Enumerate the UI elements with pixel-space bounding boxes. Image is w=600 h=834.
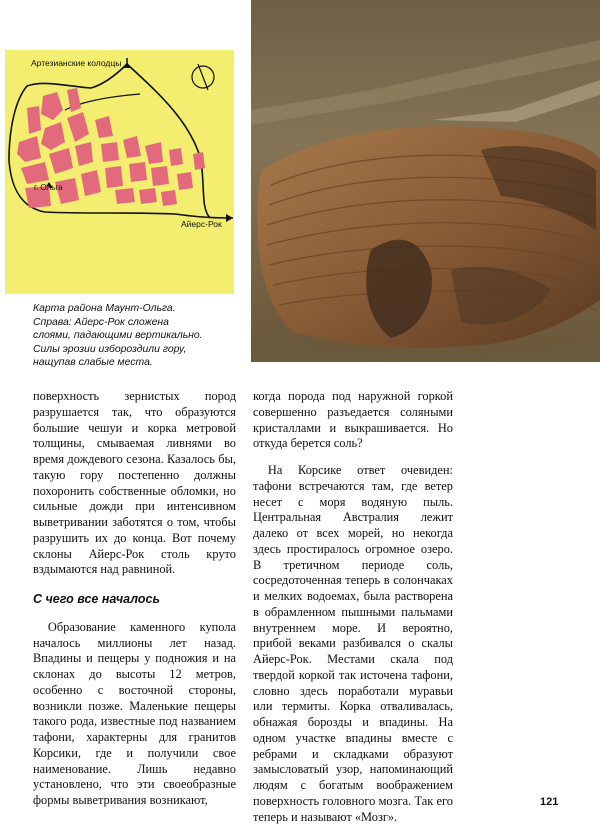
paragraph: поверхность зернистых пород разрушается так, что образуются большие чешуи и корка метровой толщины, смываемая ливнями во время дождевого сезона. Казалось бы, такую гору постепенно должны похоронить собственные обломки, но сильные дожди при интенсивном выветривании заботятся о том, чтобы разрушить их до конца. Вот почему склоны Айерс-Рок столь круто вздымаются над равниной. [33, 389, 236, 577]
map-label-olga: г. Ольга [34, 183, 63, 192]
paragraph: На Корсике ответ очевиден: тафони встречаются там, где ветер несет с моря водяную пыль. Центральная Австралия лежит далеко от всех морей, но некогда здесь простиралось огромное озеро. В третичном периоде соль, сосредоточенная теперь в солончаках и мелких водоемах, была растворена в обрамленном пышными пальмами внутреннем море. И вероятно, прибой веками разбивался о скалы Айерс-Рок. Местами скала под твердой коркой так источена тафони, словно здесь поработали муравьи или термиты. Корка отваливалась, обнажая борозды и впадины. На одном участке впадины вместе с ребрами и складками образуют замысловатый узор, напоминающий людям с богатым воображением поверхность головного мозга. Так его теперь и называют «Мозг». [253, 463, 453, 824]
caption-line: Карта района Маунт-Ольга. [33, 303, 176, 314]
paragraph: когда порода под наружной горкой совершенно разъедается соляными кристаллами и выкрашивается. Но откуда берется соль? [253, 389, 453, 451]
article-column-left [33, 389, 236, 809]
caption-line: нащупав слабые места. [33, 357, 153, 368]
ayers-rock-photo [251, 0, 600, 362]
page-number: 121 [540, 796, 559, 808]
map-label-wells: Артезианские колодцы [31, 58, 122, 68]
map-drawing [5, 50, 234, 294]
caption-line: Силы эрозии избороздили гору, [33, 343, 187, 355]
map-figure [5, 50, 234, 294]
paragraph: Образование каменного купола началось миллионы лет назад. Впадины и пещеры у подножия и на склонах до высоты 12 метров, особенно с восточной стороны, возникли позже. Маленькие пещеры такого рода, известные под названием тафони, характерны для гранитов Корсики, где и получили свое наименование. Лишь недавно установлено, что эти своеобразные формы выветривания возникают, [33, 619, 236, 807]
section-heading: С чего все началось [33, 592, 160, 606]
article-column-right [253, 389, 453, 825]
figure-caption [33, 302, 253, 370]
map-label-ayers-rock: Айерс-Рок [181, 219, 222, 229]
caption-line: слоями, падающими вертикально. [33, 330, 203, 341]
caption-line: Справа: Айерс-Рок сложена [33, 316, 169, 328]
